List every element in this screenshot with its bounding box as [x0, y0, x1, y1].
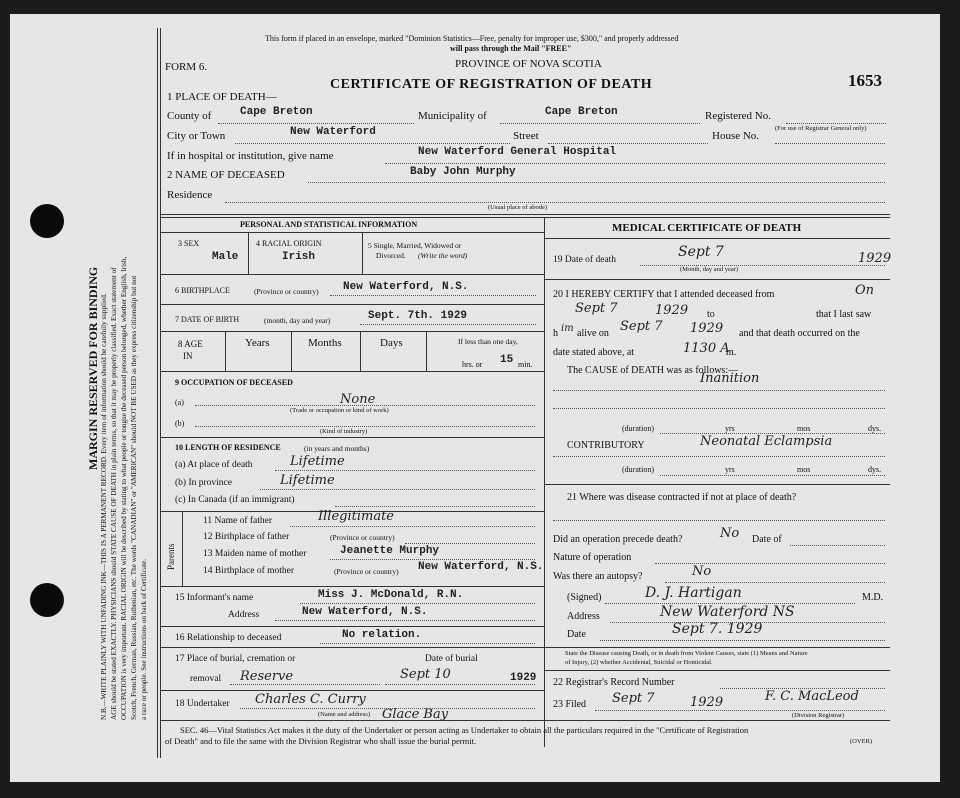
- nature-operation-label: Nature of operation: [553, 552, 632, 563]
- father-label: 11 Name of father: [203, 516, 273, 526]
- margin-instruction: AGE should be stated EXACTLY. PHYSICIANS should STATE CAUSE OF DEATH in plain terms, so that it may be properly classified. Exact statement of: [110, 267, 118, 720]
- dob-label: 7 DATE OF BIRTH: [175, 315, 240, 324]
- mother-value: Jeanette Murphy: [340, 545, 440, 557]
- row-line: [160, 647, 544, 648]
- mother-birthplace-value: New Waterford, N.S.: [418, 561, 544, 573]
- punch-hole-top: [30, 204, 64, 238]
- medical-heading: MEDICAL CERTIFICATE OF DEATH: [612, 222, 802, 234]
- residence-note: (Usual place of abode): [488, 204, 548, 211]
- informant-line: [300, 603, 535, 604]
- residence-place-label: (a) At place of death: [175, 460, 253, 470]
- margin-instruction: Scotch, French, German, Russian, Ruthenian, etc. The words "CANADIAN" or "AMERICAN" should NOT BE USED as they express citizenship but not: [130, 275, 138, 720]
- cause-line: [553, 408, 885, 409]
- certify-from-value: On: [855, 283, 875, 298]
- autopsy-label: Was there an autopsy?: [553, 571, 643, 582]
- where-contracted-label: 21 Where was disease contracted if not at place of death?: [567, 492, 797, 503]
- street-line: [548, 143, 708, 144]
- less-than-day-label: If less than one day,: [458, 337, 518, 346]
- informant-address-line: [275, 620, 535, 621]
- date-of-death-label: 19 Date of death: [553, 255, 617, 265]
- cell-line: [248, 232, 249, 274]
- operation-label: Did an operation precede death?: [553, 534, 683, 545]
- m-label: m.: [726, 347, 737, 358]
- filed-label: 23 Filed: [553, 699, 587, 710]
- mother-label: 13 Maiden name of mother: [203, 549, 307, 559]
- burial-label: 17 Place of burial, cremation or: [175, 654, 296, 664]
- page-title: CERTIFICATE OF REGISTRATION OF DEATH: [330, 77, 653, 92]
- registrar-signature: F. C. MacLeod: [765, 689, 859, 704]
- date-of-death-year: 1929: [858, 251, 892, 266]
- deceased-name-value: Baby John Murphy: [410, 166, 516, 178]
- undertaker-address: Glace Bay: [382, 707, 449, 722]
- alive-on-label: alive on: [577, 328, 609, 339]
- punch-hole-bottom: [30, 583, 64, 617]
- to-label: to: [707, 309, 715, 320]
- burial-label: removal: [190, 674, 222, 684]
- filed-year-value: 1929: [690, 695, 724, 710]
- separator: [160, 217, 890, 218]
- occupation-b: (b): [175, 419, 185, 428]
- cause-line: [553, 390, 885, 391]
- row-line: [544, 484, 890, 485]
- length-residence-label: 10 LENGTH OF RESIDENCE: [175, 443, 281, 452]
- municipality-line: [500, 123, 700, 124]
- undertaker-line: [240, 708, 535, 709]
- father-line: [290, 526, 535, 527]
- attended-from-date: Sept 7: [575, 301, 618, 316]
- dob-line: [360, 324, 536, 325]
- row-line: [160, 586, 544, 587]
- him-label: h: [553, 328, 558, 339]
- city-line: [235, 143, 510, 144]
- hospital-label: If in hospital or institution, give name: [167, 150, 334, 162]
- sex-label: 3 SEX: [178, 239, 200, 248]
- duration-line: [660, 475, 885, 476]
- date-of-death-hint: (Month, day and year): [680, 266, 739, 273]
- row-line: [544, 670, 890, 671]
- contributory-line: [553, 456, 885, 457]
- row-line: [160, 690, 544, 691]
- age-label: 8 AGE: [178, 339, 203, 349]
- operation-date-label: Date of: [752, 534, 782, 545]
- sign-date-value: Sept 7. 1929: [672, 621, 763, 637]
- mother-line: [330, 559, 535, 560]
- house-line: [775, 143, 885, 144]
- alive-on-year: 1929: [690, 321, 724, 336]
- dob-value: Sept. 7th. 1929: [368, 310, 468, 322]
- mail-notice: This form if placed in an envelope, marked "Dominion Statistics—Free, penalty for improper use, $300," and properly addressed: [265, 34, 679, 43]
- sex-value: Male: [212, 251, 239, 263]
- hospital-line: [385, 163, 885, 164]
- mos-label: mos: [797, 424, 811, 433]
- relationship-value: No relation.: [342, 629, 422, 641]
- burial-place-value: Reserve: [240, 669, 294, 684]
- burial-place-line: [230, 684, 380, 685]
- residence-place-line: [275, 470, 535, 471]
- occurred-text: and that death occurred on the: [739, 328, 860, 339]
- sign-date-line: [600, 640, 885, 641]
- certificate-number: 1653: [848, 71, 882, 90]
- residence-place-value: Lifetime: [290, 454, 345, 469]
- race-label: 4 RACIAL ORIGIN: [256, 239, 322, 248]
- duration-label: (duration): [622, 465, 654, 474]
- informant-address-label: Address: [228, 610, 260, 620]
- city-value: New Waterford: [290, 126, 376, 138]
- yrs-label: yrs: [725, 424, 735, 433]
- row-line: [160, 371, 544, 372]
- burial-year-value: 1929: [510, 672, 537, 684]
- margin-instruction: OCCUPATION is very important. RACIAL ORIGIN will be described by stating to what people or tongue the deceased person belonged, whether English, Irish,: [120, 256, 128, 720]
- residence-province-value: Lifetime: [280, 473, 335, 488]
- row-line: [544, 279, 890, 280]
- registrar-note: (For use of Registrar General only): [775, 125, 867, 132]
- yrs-label: yrs: [725, 465, 735, 474]
- violent-causes-note: State the Disease causing Death, or in death from Violent Causes, state (1) Means and Nature: [565, 650, 808, 657]
- separator: [160, 214, 890, 215]
- physician-address-value: New Waterford NS: [660, 604, 795, 620]
- duration-label: (duration): [622, 424, 654, 433]
- father-value: Illegitimate: [318, 509, 395, 524]
- father-birthplace-hint: (Province or country): [330, 533, 395, 542]
- years-label: Years: [245, 337, 270, 349]
- him-value: im: [561, 323, 574, 334]
- nature-line: [655, 563, 885, 564]
- county-line: [218, 123, 414, 124]
- physician-signature: D. J. Hartigan: [645, 585, 742, 601]
- age-label: IN: [183, 351, 193, 361]
- registered-no-label: Registered No.: [705, 110, 771, 122]
- md-label: M.D.: [862, 592, 884, 603]
- relationship-line: [320, 643, 535, 644]
- autopsy-line: [665, 582, 885, 583]
- residence-line: [225, 202, 885, 203]
- days-label: Days: [380, 337, 403, 349]
- birthplace-hint: (Province or country): [254, 287, 319, 296]
- birthplace-line: [330, 295, 536, 296]
- county-value: Cape Breton: [240, 106, 313, 118]
- dys-label: dys.: [868, 424, 882, 433]
- province-heading: PROVINCE OF NOVA SCOTIA: [455, 58, 602, 70]
- row-line: [160, 274, 544, 275]
- father-birthplace-label: 12 Birthplace of father: [203, 532, 290, 542]
- marital-label: Divorced.: [376, 251, 406, 260]
- cause-value: Inanition: [700, 371, 760, 386]
- separator: [160, 720, 890, 721]
- stated-above-text: date stated above, at: [553, 347, 635, 358]
- operation-date-line: [790, 545, 885, 546]
- mother-birthplace-label: 14 Birthplace of mother: [203, 566, 295, 576]
- last-saw-text: that I last saw: [816, 309, 872, 320]
- alive-on-date: Sept 7: [620, 319, 663, 334]
- deceased-name-line: [308, 182, 885, 183]
- length-residence-hint: (in years and months): [304, 444, 370, 453]
- race-value: Irish: [282, 251, 316, 263]
- months-label: Months: [308, 337, 342, 349]
- min-label: min.: [518, 360, 533, 369]
- burial-date-line: [385, 684, 535, 685]
- marital-label: 5 Single, Married, Widowed or: [368, 241, 462, 250]
- margin-border: [157, 28, 158, 758]
- residence-label: Residence: [167, 189, 213, 201]
- margin-border: [160, 28, 161, 758]
- date-of-death-value: Sept 7: [678, 244, 724, 260]
- sign-date-label: Date: [567, 629, 586, 640]
- certify-text: 20 I HEREBY CERTIFY that I attended deceased from: [553, 289, 775, 300]
- row-line: [544, 238, 890, 239]
- row-line: [160, 437, 544, 438]
- cell-line: [291, 331, 292, 371]
- cell-line: [426, 331, 427, 371]
- violent-causes-note: of Injury, (2) whether Accidental, Suicidal or Homicidal.: [565, 659, 713, 666]
- residence-province-line: [260, 489, 535, 490]
- mos-label: mos: [797, 465, 811, 474]
- column-divider: [544, 217, 545, 747]
- form-number: FORM 6.: [165, 61, 208, 73]
- autopsy-value: No: [692, 564, 712, 579]
- informant-address-value: New Waterford, N.S.: [302, 606, 428, 618]
- father-birthplace-line: [405, 543, 535, 544]
- mother-birthplace-hint: (Province or country): [334, 567, 399, 576]
- footer-note: SEC. 46—Vital Statistics Act makes it the duty of the Undertaker or person acting as Undertaker to obtain all the particulars required in the "Certificate of Registration: [180, 725, 749, 735]
- time-of-death-value: 1130 A: [683, 341, 730, 356]
- deceased-name-label: 2 NAME OF DECEASED: [167, 169, 285, 181]
- attended-from-year: 1929: [655, 303, 689, 318]
- birthplace-value: New Waterford, N.S.: [343, 281, 469, 293]
- cell-line: [182, 511, 183, 586]
- informant-value: Miss J. McDonald, R.N.: [318, 589, 464, 601]
- occupation-a: (a): [175, 398, 184, 407]
- street-label: Street: [513, 130, 539, 142]
- undertaker-value: Charles C. Curry: [255, 692, 366, 707]
- record-number-label: 22 Registrar's Record Number: [553, 677, 675, 688]
- residence-canada-label: (c) In Canada (if an immigrant): [175, 495, 295, 505]
- hospital-value: New Waterford General Hospital: [418, 146, 617, 158]
- footer-note: of Death" and to file the same with the Division Registrar who shall issue the burial permit.: [165, 736, 477, 746]
- relationship-label: 16 Relationship to deceased: [175, 633, 282, 643]
- margin-title: MARGIN RESERVED FOR BINDING: [86, 266, 100, 470]
- row-line: [160, 232, 544, 233]
- registered-line: [786, 123, 886, 124]
- mail-notice: will pass through the Mail "FREE": [450, 44, 572, 53]
- marital-hint: (Write the word): [418, 251, 468, 260]
- where-line: [553, 520, 885, 521]
- dob-hint: (month, day and year): [264, 316, 331, 325]
- occupation-label: 9 OCCUPATION OF DECEASED: [175, 378, 293, 387]
- county-label: County of: [167, 110, 212, 122]
- house-no-label: House No.: [712, 130, 760, 142]
- birthplace-label: 6 BIRTHPLACE: [175, 286, 230, 295]
- occupation-value: None: [340, 392, 376, 407]
- margin-instruction: a race or people. See instructions on back of Certificate.: [140, 558, 148, 720]
- cell-line: [360, 331, 361, 371]
- row-line: [160, 331, 544, 332]
- residence-canada-line: [335, 506, 535, 507]
- undertaker-label: 18 Undertaker: [175, 699, 230, 709]
- row-line: [544, 647, 890, 648]
- hrs-label: hrs. or: [462, 360, 483, 369]
- over-label: (OVER): [850, 738, 873, 745]
- signed-label: (Signed): [567, 592, 602, 603]
- cell-line: [362, 232, 363, 274]
- occupation-line: [195, 405, 535, 406]
- occupation-note: (Trade or occupation or kind of work): [290, 407, 389, 414]
- physician-address-label: Address: [567, 611, 600, 622]
- row-line: [160, 304, 544, 305]
- division-registrar-note: (Division Registrar): [792, 712, 845, 719]
- contributory-label: CONTRIBUTORY: [567, 440, 645, 451]
- municipality-value: Cape Breton: [545, 106, 618, 118]
- parents-label: Parents: [166, 543, 176, 570]
- personal-heading: PERSONAL AND STATISTICAL INFORMATION: [240, 220, 418, 229]
- informant-label: 15 Informant's name: [175, 593, 254, 603]
- burial-date-label: Date of burial: [425, 654, 478, 664]
- industry-note: (Kind of industry): [320, 428, 368, 435]
- dys-label: dys.: [868, 465, 882, 474]
- row-line: [160, 626, 544, 627]
- burial-date-value: Sept 10: [400, 667, 451, 682]
- filed-date-value: Sept 7: [612, 691, 655, 706]
- margin-instruction: N.B.—WRITE PLAINLY WITH UNFADING INK—THIS IS A PERMANENT RECORD. Every item of information should be carefully supplied.: [100, 293, 108, 720]
- undertaker-note: (Name and address): [318, 711, 370, 718]
- industry-line: [195, 426, 535, 427]
- operation-value: No: [720, 526, 740, 541]
- city-label: City or Town: [167, 130, 226, 142]
- age-minutes-value: 15: [500, 354, 514, 366]
- municipality-label: Municipality of: [418, 110, 487, 122]
- cell-line: [225, 331, 226, 371]
- date-of-death-line: [640, 265, 885, 266]
- contributory-value: Neonatal Eclampsia: [700, 434, 833, 449]
- residence-province-label: (b) In province: [175, 478, 232, 488]
- place-of-death-heading: 1 PLACE OF DEATH—: [167, 91, 277, 103]
- cause-label: The CAUSE of DEATH was as follows:—: [567, 365, 739, 376]
- filed-line: [595, 710, 885, 711]
